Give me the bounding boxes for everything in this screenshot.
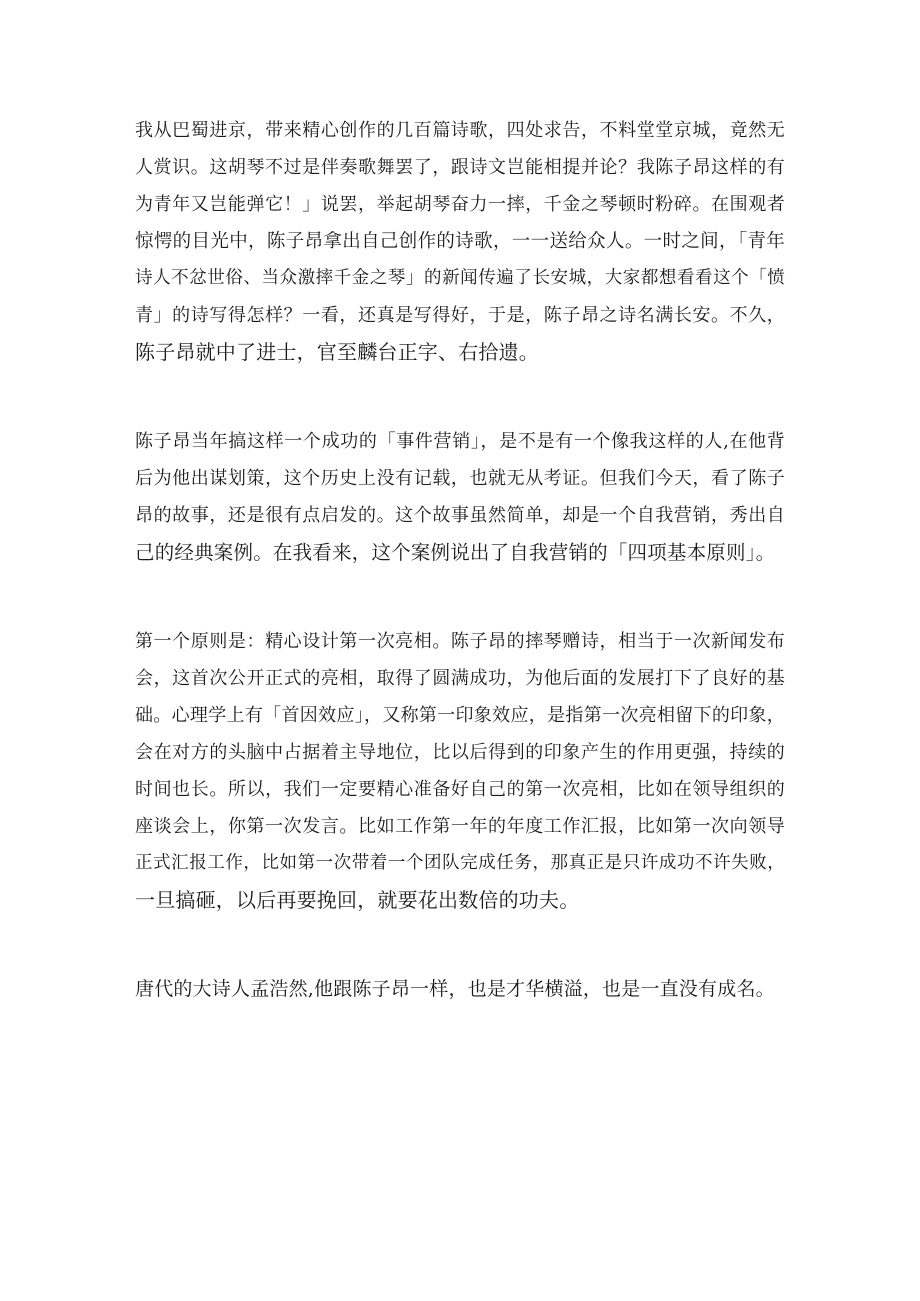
- paragraph-line: 己的经典案例。在我看来，这个案例说出了自我营销的「四项基本原则」。: [135, 541, 776, 564]
- paragraph-line: 陈子昂就中了进士，官至麟台正字、右拾遗。: [135, 340, 539, 364]
- paragraph-line: 后为他出谋划策，这个历史上没有记载，也就无从考证。但我们今天，看了陈子: [135, 468, 785, 489]
- paragraph-line: 会，这首次公开正式的亮相，取得了圆满成功，为他后面的发展打下了良好的基: [135, 668, 785, 689]
- paragraph-3: [135, 623, 785, 919]
- paragraph-line: 一旦搞砸，以后再要挽回，就要花出数倍的功夫。: [135, 888, 580, 912]
- paragraph-line: 础。心理学上有「首因效应」，又称第一印象效应，是指第一次亮相留下的印象，: [135, 705, 785, 726]
- paragraph-line: 昂的故事，还是很有点启发的。这个故事虽然简单，却是一个自我营销，秀出自: [135, 505, 785, 526]
- paragraph-line: 陈子昂当年搞这样一个成功的「事件营销」，是不是有一个像我这样的人,在他背: [135, 431, 785, 452]
- paragraph-line: 会在对方的头脑中占据着主导地位，比以后得到的印象产生的作用更强，持续的: [135, 742, 785, 763]
- paragraph-line: 唐代的大诗人孟浩然,他跟陈子昂一样，也是才华横溢，也是一直没有成名。: [135, 978, 775, 1000]
- paragraph-1: [135, 112, 785, 371]
- paragraph-line: 惊愕的目光中，陈子昂拿出自己创作的诗歌，一一送给众人。一时之间，「青年: [135, 231, 785, 252]
- paragraph-line: 正式汇报工作，比如第一次带着一个团队完成任务，那真正是只许成功不许失败，: [135, 853, 785, 873]
- paragraph-4: [135, 971, 785, 1008]
- paragraph-line: 为青年又岂能弹它！」说罢，举起胡琴奋力一摔，千金之琴顿时粉碎。在围观者: [135, 194, 785, 215]
- paragraph-line: 青」的诗写得怎样？一看，还真是写得好，于是，陈子昂之诗名满长安。不久，: [135, 305, 785, 326]
- paragraph-2: [135, 423, 785, 571]
- paragraph-line: 我从巴蜀进京，带来精心创作的几百篇诗歌，四处求告，不料堂堂京城，竟然无: [135, 120, 785, 141]
- paragraph-line: 人赏识。这胡琴不过是伴奏歌舞罢了，跟诗文岂能相提并论？我陈子昂这样的有: [135, 157, 785, 178]
- paragraph-line: 诗人不忿世俗、当众激摔千金之琴」的新闻传遍了长安城，大家都想看看这个「愤: [135, 268, 785, 288]
- paragraph-line: 时间也长。所以，我们一定要精心准备好自己的第一次亮相，比如在领导组织的: [135, 779, 785, 800]
- paragraph-line: 第一个原则是：精心设计第一次亮相。陈子昂的摔琴赠诗，相当于一次新闻发布: [135, 631, 785, 652]
- document-page: [135, 112, 785, 1060]
- paragraph-line: 座谈会上，你第一次发言。比如工作第一年的年度工作汇报，比如第一次向领导: [135, 816, 785, 837]
